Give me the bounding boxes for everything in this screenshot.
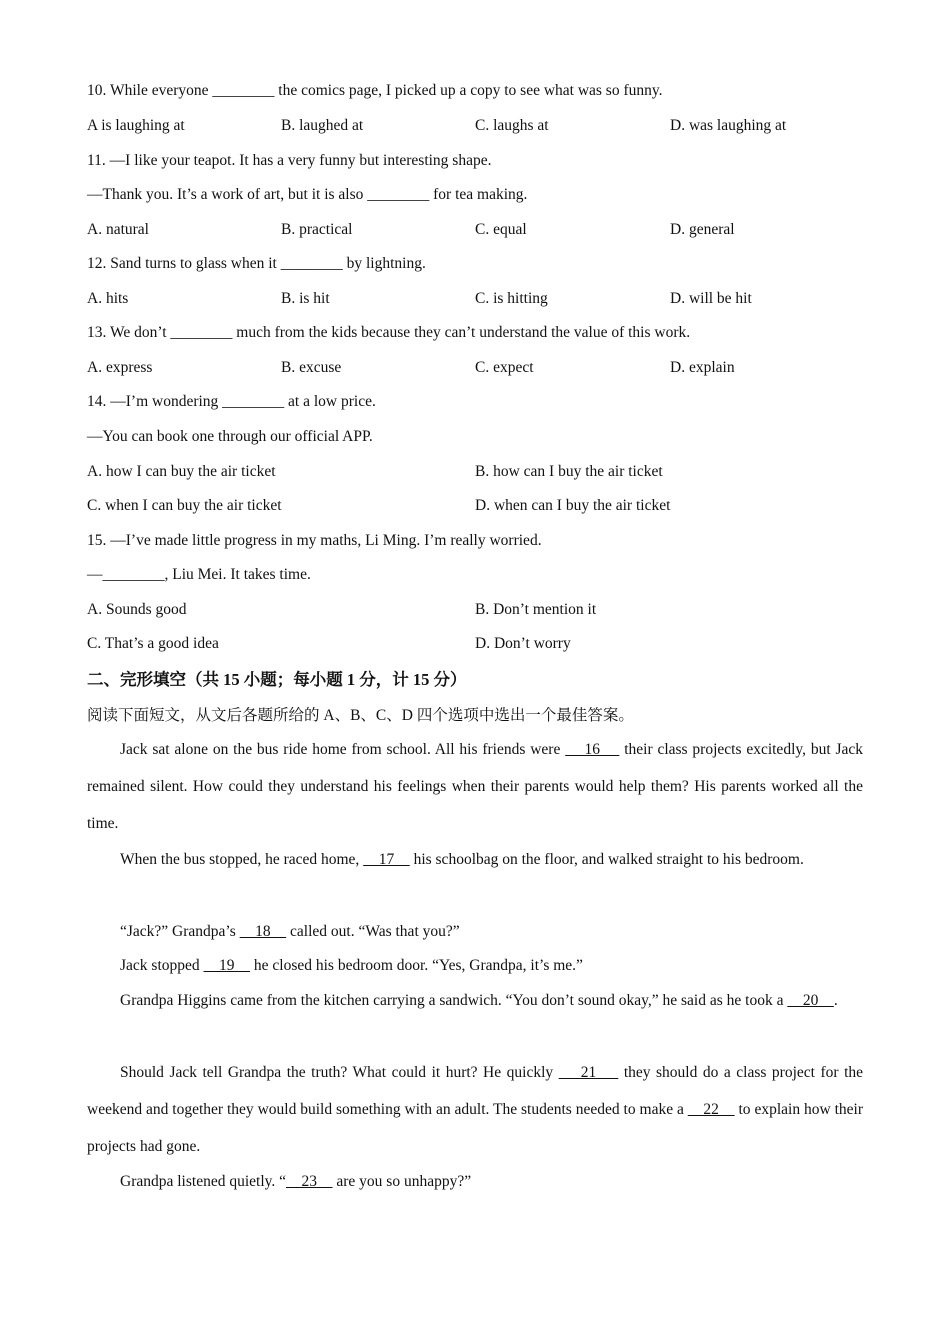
blank-21: 21: [558, 1064, 619, 1081]
passage-text: .: [833, 992, 838, 1009]
passage-text: his schoolbag on the floor, and walked straight to his bedroom.: [409, 851, 804, 868]
blank-18: 18: [239, 923, 287, 940]
q14-option-c: C. when I can buy the air ticket: [87, 497, 282, 514]
q14-option-b: B. how can I buy the air ticket: [475, 463, 663, 480]
section-heading: 二、完形填空（共 15 小题；每小题 1 分，计 15 分）: [87, 670, 467, 689]
q10-option-d: D. was laughing at: [670, 117, 787, 134]
q14-option-a: A. how I can buy the air ticket: [87, 463, 276, 480]
passage-paragraph-5: [87, 982, 863, 1019]
passage-text: “Jack?” Grandpa’s: [120, 923, 240, 940]
passage-text: to explain how their projects had gone.: [87, 1101, 863, 1155]
q11-option-d: D. general: [670, 221, 735, 238]
passage-paragraph-6: [87, 1054, 863, 1165]
passage-paragraph-3: [87, 913, 863, 950]
blank-17: 17: [363, 851, 410, 868]
blank-22: 22: [687, 1101, 735, 1118]
blank-20: 20: [787, 992, 834, 1009]
passage-text: their class projects excitedly, but Jack remained silent. How could they understand his feelings when their parents would help them? His parents worked all the time.: [87, 741, 864, 832]
question-14-stem: 14. —I’m wondering ________ at a low price.: [87, 393, 376, 410]
passage-text: Grandpa listened quietly. “: [120, 1173, 286, 1190]
passage-text: Jack sat alone on the bus ride home from school. All his friends were: [120, 741, 566, 758]
blank-16: 16: [565, 741, 620, 758]
q10-option-b: B. laughed at: [281, 117, 364, 134]
passage-text: are you so unhappy?”: [332, 1173, 472, 1190]
blank-19: 19: [203, 957, 251, 974]
q15-option-c: C. That’s a good idea: [87, 635, 219, 652]
blank-23: 23: [286, 1173, 333, 1190]
passage-text: When the bus stopped, he raced home,: [120, 851, 364, 868]
q15-option-b: B. Don’t mention it: [475, 601, 597, 618]
passage-paragraph-4: [87, 947, 863, 984]
passage-text: Grandpa Higgins came from the kitchen carrying a sandwich. “You don’t sound okay,” he said as he took a: [120, 992, 788, 1009]
q10-option-c: C. laughs at: [475, 117, 549, 134]
q13-option-c: C. expect: [475, 359, 534, 376]
question-10-stem: 10. While everyone ________ the comics page, I picked up a copy to see what was so funny.: [87, 82, 663, 99]
q13-option-a: A. express: [87, 359, 153, 376]
passage-paragraph-7: [87, 1163, 863, 1200]
q13-option-b: B. excuse: [281, 359, 342, 376]
question-13-stem: 13. We don’t ________ much from the kids because they can’t understand the value of this work.: [87, 324, 691, 341]
section-instruction: 阅读下面短文，从文后各题所给的 A、B、C、D 四个选项中选出一个最佳答案。: [87, 707, 634, 724]
question-11-stem: 11. —I like your teapot. It has a very funny but interesting shape.: [87, 152, 492, 169]
q13-option-d: D. explain: [670, 359, 735, 376]
q14-option-d: D. when can I buy the air ticket: [475, 497, 671, 514]
question-11-reply: —Thank you. It’s a work of art, but it is also ________ for tea making.: [87, 186, 528, 203]
passage-paragraph-1: [87, 731, 863, 842]
passage-text: they should do a class project for the weekend and together they would build something with an adult. The students needed to make a: [87, 1064, 863, 1118]
q15-option-a: A. Sounds good: [87, 601, 187, 618]
q12-option-b: B. is hit: [281, 290, 330, 307]
question-15-reply: —________, Liu Mei. It takes time.: [87, 566, 311, 583]
passage-text: Should Jack tell Grandpa the truth? What could it hurt? He quickly: [120, 1064, 559, 1081]
q12-option-d: D. will be hit: [670, 290, 752, 307]
question-14-reply: —You can book one through our official APP.: [87, 428, 373, 445]
q11-option-a: A. natural: [87, 221, 149, 238]
question-15-stem: 15. —I’ve made little progress in my maths, Li Ming. I’m really worried.: [87, 532, 542, 549]
question-12-stem: 12. Sand turns to glass when it ________ by lightning.: [87, 255, 426, 272]
passage-text: Jack stopped: [120, 957, 204, 974]
passage-paragraph-2: [87, 841, 863, 878]
passage-text: called out. “Was that you?”: [286, 923, 460, 940]
q12-option-c: C. is hitting: [475, 290, 548, 307]
q11-option-b: B. practical: [281, 221, 353, 238]
passage-text: he closed his bedroom door. “Yes, Grandpa, it’s me.”: [250, 957, 583, 974]
q12-option-a: A. hits: [87, 290, 129, 307]
q10-option-a: A is laughing at: [87, 117, 185, 134]
q11-option-c: C. equal: [475, 221, 527, 238]
q15-option-d: D. Don’t worry: [475, 635, 571, 652]
